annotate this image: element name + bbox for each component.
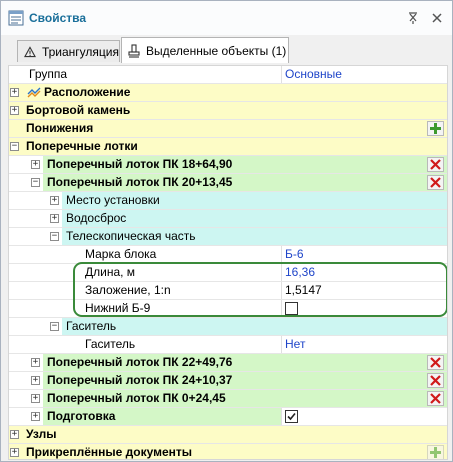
- subgroup-row-telescopic[interactable]: [9, 228, 447, 246]
- delete-button[interactable]: [427, 355, 444, 370]
- delete-x-icon: [430, 393, 441, 404]
- property-row-damper[interactable]: [9, 336, 447, 354]
- group-value[interactable]: Основные: [281, 66, 447, 83]
- pin-icon[interactable]: [405, 10, 421, 26]
- expand-icon[interactable]: +: [11, 87, 18, 97]
- expand-icon[interactable]: +: [11, 447, 18, 457]
- group-row[interactable]: [9, 66, 447, 84]
- tray-row-pk24[interactable]: [9, 372, 447, 390]
- property-row-block-mark[interactable]: [9, 246, 447, 264]
- tray-label: Поперечный лоток ПК 24+10,37: [47, 373, 233, 387]
- delete-button[interactable]: [427, 373, 444, 388]
- subgroup-row-damper[interactable]: [9, 318, 447, 336]
- subgroup-label: Гаситель: [66, 319, 117, 333]
- category-label: Прикреплённые документы: [26, 445, 193, 459]
- category-label: Расположение: [44, 85, 131, 99]
- triangle-warning-icon: [24, 46, 36, 58]
- category-label: Бортовой камень: [26, 103, 131, 117]
- collapse-icon[interactable]: −: [51, 231, 58, 241]
- property-row-lower-b9[interactable]: [9, 300, 447, 318]
- close-icon[interactable]: [429, 10, 445, 26]
- expand-icon[interactable]: +: [11, 429, 18, 439]
- plus-icon: [430, 123, 441, 134]
- category-row-attached-docs[interactable]: [9, 444, 447, 460]
- expand-icon[interactable]: +: [51, 213, 58, 223]
- expand-icon[interactable]: +: [51, 195, 58, 205]
- expand-icon[interactable]: +: [32, 411, 39, 421]
- subgroup-label: Место установки: [66, 193, 160, 207]
- property-row-preparation[interactable]: [9, 408, 447, 426]
- subgroup-row-spillway[interactable]: [9, 210, 447, 228]
- property-name: Марка блока: [85, 247, 157, 261]
- category-row-curb[interactable]: [9, 102, 447, 120]
- tray-row-pk22[interactable]: [9, 354, 447, 372]
- delete-x-icon: [430, 177, 441, 188]
- tab-selected-objects[interactable]: [121, 37, 289, 63]
- collapse-icon[interactable]: −: [32, 177, 39, 187]
- tray-label: Поперечный лоток ПК 22+49,76: [47, 355, 233, 369]
- category-label: Поперечные лотки: [26, 139, 138, 153]
- property-row-slope[interactable]: [9, 282, 447, 300]
- property-name: Нижний Б-9: [85, 301, 151, 315]
- add-button[interactable]: [427, 121, 444, 136]
- delete-x-icon: [430, 159, 441, 170]
- window-title: Свойства: [29, 11, 87, 25]
- plus-icon: [430, 447, 441, 458]
- preparation-value: [281, 408, 447, 425]
- subgroup-label: Водосброс: [66, 211, 127, 225]
- tray-row-pk20[interactable]: [9, 174, 447, 192]
- length-value[interactable]: 16,36: [281, 264, 447, 281]
- delete-x-icon: [430, 375, 441, 386]
- property-name: Подготовка: [47, 409, 116, 423]
- delete-x-icon: [430, 357, 441, 368]
- layers-icon: [27, 86, 41, 102]
- tray-label: Поперечный лоток ПК 20+13,45: [47, 175, 233, 189]
- title-bar: [1, 1, 452, 35]
- property-name: Заложение, 1:n: [85, 283, 171, 297]
- tab-label: Триангуляция: [41, 44, 119, 59]
- tab-label: Выделенные объекты (1): [146, 43, 287, 58]
- add-button[interactable]: [427, 445, 444, 460]
- subgroup-row-install-place[interactable]: [9, 192, 447, 210]
- block-mark-value[interactable]: Б-6: [281, 246, 447, 263]
- tab-strip: [1, 35, 452, 63]
- stamp-icon: [128, 44, 140, 58]
- property-row-length[interactable]: [9, 264, 447, 282]
- expand-icon[interactable]: +: [32, 357, 39, 367]
- lower-b9-value: [281, 300, 447, 317]
- category-label: Узлы: [26, 427, 57, 441]
- property-name: Группа: [29, 67, 68, 81]
- category-row-cross-trays[interactable]: [9, 138, 447, 156]
- checkmark-icon: [286, 411, 297, 422]
- tray-label: Поперечный лоток ПК 18+64,90: [47, 157, 233, 171]
- delete-button[interactable]: [427, 391, 444, 406]
- category-row-location[interactable]: [9, 84, 447, 102]
- properties-window-icon: [8, 10, 24, 29]
- damper-value[interactable]: Нет: [281, 336, 447, 353]
- tray-row-pk18[interactable]: [9, 156, 447, 174]
- lower-b9-checkbox[interactable]: [285, 302, 298, 315]
- tray-row-pk0[interactable]: [9, 390, 447, 408]
- property-name: Длина, м: [85, 265, 136, 279]
- property-grid: [8, 65, 448, 460]
- tab-triangulation[interactable]: [17, 40, 120, 62]
- preparation-checkbox[interactable]: [285, 410, 298, 423]
- expand-icon[interactable]: +: [32, 393, 39, 403]
- expand-icon[interactable]: +: [11, 105, 18, 115]
- delete-button[interactable]: [427, 157, 444, 172]
- category-row-nodes[interactable]: [9, 426, 447, 444]
- slope-value[interactable]: 1,5147: [281, 282, 447, 299]
- tray-label: Поперечный лоток ПК 0+24,45: [47, 391, 226, 405]
- subgroup-label: Телескопическая часть: [66, 229, 196, 243]
- collapse-icon[interactable]: −: [11, 141, 18, 151]
- expand-icon[interactable]: +: [32, 159, 39, 169]
- expand-icon[interactable]: +: [32, 375, 39, 385]
- property-name: Гаситель: [85, 337, 136, 351]
- delete-button[interactable]: [427, 175, 444, 190]
- category-row-lowerings[interactable]: [9, 120, 447, 138]
- category-label: Понижения: [26, 121, 94, 135]
- collapse-icon[interactable]: −: [51, 321, 58, 331]
